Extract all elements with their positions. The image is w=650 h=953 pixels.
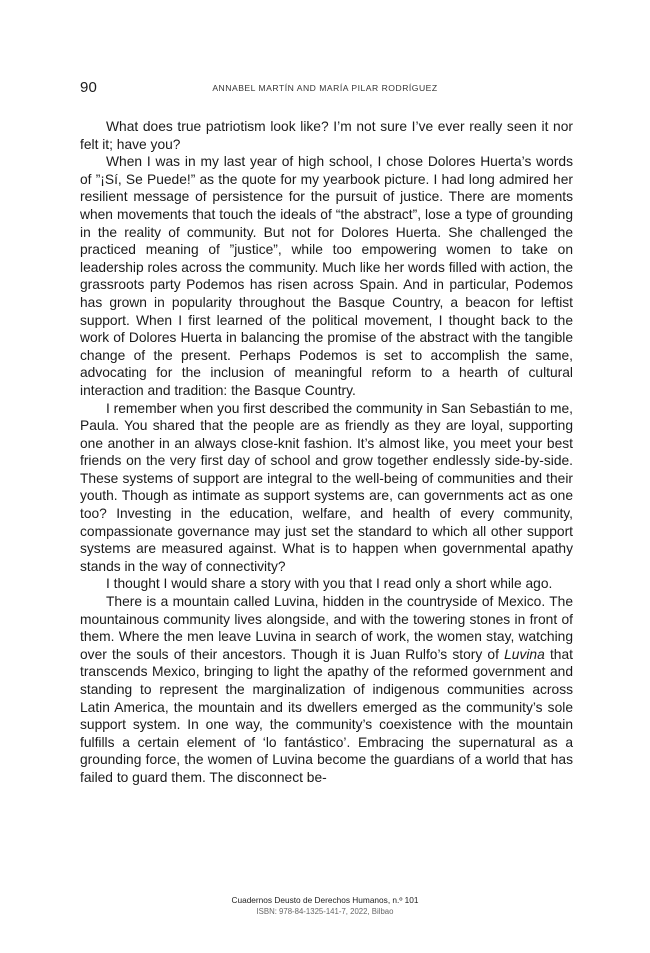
paragraph-luvina [80, 593, 573, 787]
luvina-text-before: There is a mountain called Luvina, hidden in the countryside of Mexico. The mountainous community lives alongside, and with the towering stones in front of them. Where the men leave Luvina in search of work, the women stay, watching over the souls of their ancestors. Though it is Juan Rulfo’s story of [80, 594, 573, 662]
footer [0, 894, 650, 918]
running-head: ANNABEL MARTÍN AND MARÍA PILAR RODRÍGUEZ [212, 83, 438, 93]
luvina-title-italic: Luvina [504, 646, 545, 662]
paragraph-san-sebastian: I remember when you first described the community in San Sebastián to me, Paula. You shared that the people are as friendly as they are loyal, supporting one another in an always close-knit fashion. It’s almost like, you meet your best friends on the very first day of school and grow together endlessly side-by-side. These systems of support are integral to the well-being of communities and their youth. Though as intimate as support systems are, can governments act as one too? Investing in the education, welfare, and health of every community, compassionate governance may just set the standard to which all other support systems are measured against. What is to happen when governmental apathy stands in the way of connectivity? [80, 400, 574, 574]
body-text [80, 118, 573, 787]
page-number: 90 [80, 79, 98, 96]
paragraph-story-intro: I thought I would share a story with you that I read only a short while ago. [106, 576, 553, 592]
luvina-text-after: that transcends Mexico, bringing to light the apathy of the reformed government and standing to represent the marginalization of indigenous communities across Latin America, the mountain and its dwellers emerged as the community’s sole support system. In one way, the community’s coexistence with the mountain fulfills a certain element of ‘lo fantástico’. Embracing the supernatural as a grounding force, the women of Luvina become the guardians of a world that has failed to guard them. The disconnect be- [80, 646, 573, 785]
footer-isbn: ISBN: 978-84-1325-141-7, 2022, Bilbao [256, 907, 394, 916]
footer-journal: Cuadernos Deusto de Derechos Humanos, n.º 101 [231, 895, 419, 905]
paragraph-dolores-huerta: When I was in my last year of high school, I chose Dolores Huerta’s words of ”¡Sí, Se Puede!” as the quote for my yearbook picture. I had long admired her resilient message of persistence for the pursuit of justice. There are moments when movements that touch the ideals of “the abstract”, lose a type of grounding in the reality of community. But not for Dolores Huerta. She challenged the practiced meaning of ”justice”, while too empowering women to take on leadership roles across the community. Much like her words filled with action, the grassroots party Podemos has risen across Spain. And in particular, Podemos has grown in popularity throughout the Basque Country, a beacon for leftist support. When I first learned of the political movement, I thought back to the work of Dolores Huerta in balancing the promise of the abstract with the tangible change of the present. Perhaps Podemos is set to accomplish the same, advocating for the inclusion of meaningful reform to a hearth of cultural interaction and tradition: the Basque Country. [80, 154, 573, 398]
paragraph-patriotism: What does true patriotism look like? I’m not sure I’ve ever really seen it nor felt it; have you? [80, 119, 573, 152]
